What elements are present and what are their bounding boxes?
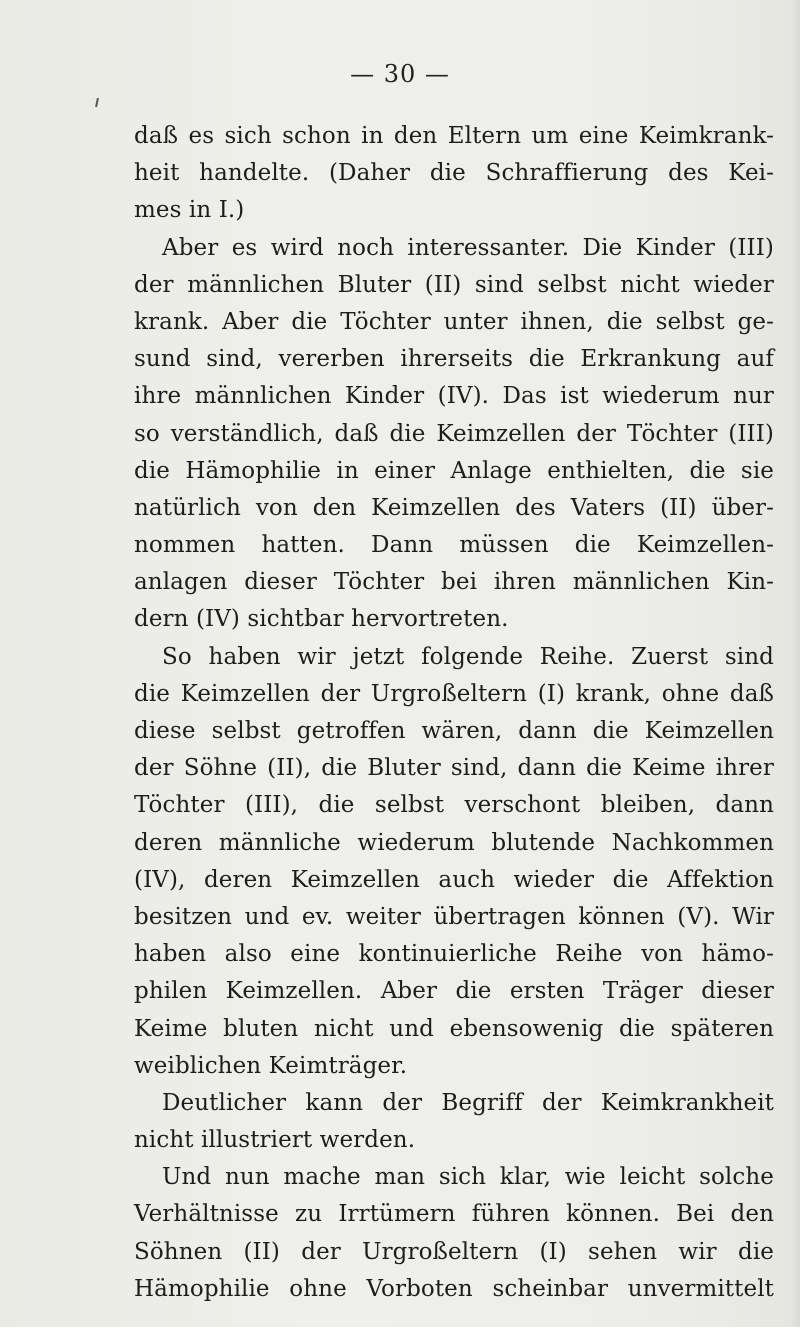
text-line: deren männliche wiederum blutende Nachkommen (134, 829, 774, 856)
text-line: daß es sich schon in den Eltern um eine Keimkrank- (134, 123, 774, 149)
text-line: weiblichen Keimträger. (134, 1052, 408, 1079)
text-line: der Söhne (II), die Bluter sind, dann die Keime ihrer (134, 755, 774, 782)
text-line: nommen hatten. Dann müssen die Keimzellen- (134, 532, 774, 559)
text-line: dern (IV) sichtbar hervortreten. (134, 606, 509, 633)
text-line: der männlichen Bluter (II) sind selbst nicht wieder (134, 271, 774, 298)
text-line: besitzen und ev. weiter übertragen können (V). Wir (134, 903, 774, 930)
text-line: ihre männlichen Kinder (IV). Das ist wiederum nur (134, 383, 774, 410)
text-line: Deutlicher kann der Begriff der Keimkrankheit (162, 1089, 774, 1116)
page-number: — 30 — (350, 60, 450, 88)
text-line: natürlich von den Keimzellen des Vaters (II) über- (134, 494, 774, 521)
text-line: Hämophilie ohne Vorboten scheinbar unvermittelt (134, 1275, 774, 1302)
text-line: Und nun mache man sich klar, wie leicht solche (162, 1164, 774, 1191)
text-line: diese selbst getroffen wären, dann die Keimzellen (134, 718, 774, 744)
body-text (134, 118, 774, 1308)
text-line: So haben wir jetzt folgende Reihe. Zuerst sind (162, 643, 774, 670)
text-line: krank. Aber die Töchter unter ihnen, die selbst ge- (134, 308, 774, 335)
page-edge-shadow (790, 0, 800, 1327)
text-line: Töchter (III), die selbst verschont bleiben, dann (134, 792, 774, 819)
text-line: philen Keimzellen. Aber die ersten Träger dieser (134, 978, 774, 1005)
text-line: so verständlich, daß die Keimzellen der Töchter (III) (134, 420, 774, 447)
text-line: haben also eine kontinuierliche Reihe von hämo- (134, 941, 774, 968)
text-line: die Keimzellen der Urgroßeltern (I) krank, ohne daß (134, 680, 774, 707)
text-line: Keime bluten nicht und ebensowenig die späteren (134, 1015, 774, 1042)
print-mark (95, 98, 99, 107)
text-line: Aber es wird noch interessanter. Die Kinder (III) (162, 234, 774, 261)
text-line: mes in I.) (134, 197, 245, 224)
text-line: Söhnen (II) der Urgroßeltern (I) sehen wir die (134, 1238, 774, 1265)
text-line: die Hämophilie in einer Anlage enthielten, die sie (134, 457, 774, 484)
text-line: anlagen dieser Töchter bei ihren männlichen Kin- (134, 569, 774, 596)
text-line: nicht illustriert werden. (134, 1127, 416, 1154)
text-line: (IV), deren Keimzellen auch wieder die Affektion (134, 866, 774, 893)
text-line: Verhältnisse zu Irrtümern führen können. Bei den (134, 1201, 774, 1228)
text-line: sund sind, vererben ihrerseits die Erkrankung auf (134, 346, 774, 373)
text-line: heit handelte. (Daher die Schraffierung des Kei- (134, 160, 774, 187)
